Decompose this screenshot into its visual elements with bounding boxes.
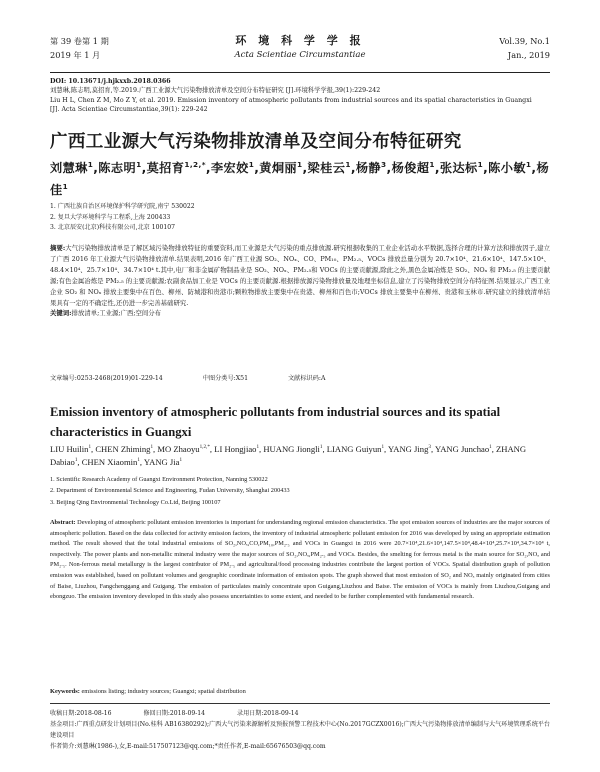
keywords-cn-text: 排放清单;工业源;广西;空间分布 (71, 309, 162, 318)
cn-author (259, 161, 302, 175)
volume-issue-cn: 第 39 卷第 1 期 (50, 36, 109, 46)
cn-author (488, 161, 531, 175)
accepted-date: 录用日期:2018-09-14 (237, 710, 299, 717)
footer-notes (50, 708, 550, 752)
en-author-affiliation-mark: 1 (256, 444, 260, 451)
cn-author (211, 161, 254, 175)
citation-cn: 刘慧琳,陈志明,莫招育,等.2019.广西工业源大气污染物排放清单及空间分布特征研究 [J].环境科学学报,39(1):229-242 (50, 87, 381, 95)
publication-info-cn (50, 373, 550, 382)
cn-author-name: 陈小敏 (488, 161, 526, 175)
en-author-name: LIU Huilin (50, 444, 89, 454)
abstract-cn-label: 摘要: (50, 244, 66, 252)
cn-author-name: 刘慧琳 (50, 161, 88, 175)
citation-en-line2: [J]. Acta Scientiae Circumstantiae,39(1): 229-242 (50, 106, 208, 114)
doi[interactable]: DOI: 10.13671/j.hjkxxb.2018.0366 (50, 78, 171, 85)
en-author (388, 444, 431, 454)
keywords-cn-label: 关键词: (50, 309, 72, 318)
cn-author-affiliation-mark: 1 (297, 159, 303, 169)
citation-block (50, 77, 550, 115)
cn-author-affiliation-mark: 3 (381, 159, 387, 169)
title-cn: 广西工业源大气污染物排放清单及空间分布特征研究 (50, 132, 462, 152)
abstract-en (50, 518, 550, 603)
abstract-cn (50, 243, 550, 319)
fund-note: 基金项目:广西重点研发计划项目(No.桂科 AB16380292);广西大气污染来源解析及预报预警工程技术中心(No.2017GCZX0016);广西大气污染物排放清单编制与大气环境管理系统平台建设项目 (50, 721, 550, 739)
authors-cn: 刘慧琳$^1$,陈志明$^1$,莫招育$^{1,2,*}$,李宏姣$^1$,黄炯丽$^1$,梁桂云$^1$,杨静$^3$,杨俊超$^1$,张达标$^1$,陈小敏$^1$,杨佳$^1$ (50, 159, 550, 197)
en-author-affiliation-mark: 1,2,* (199, 444, 210, 451)
article-number: 文章编号:0253-2468(2019)01-229-14 (50, 375, 163, 382)
affiliation-cn-3: 3. 北京辰安(北京)科技有限公司,北京 100107 (50, 224, 175, 231)
cn-author-name: 杨俊超 (391, 161, 430, 175)
en-author-name: YANG Jia (143, 457, 180, 468)
cn-author-affiliation-mark: 1 (477, 159, 484, 169)
en-author-name: CHEN Zhiming (95, 444, 151, 454)
affiliations-cn (50, 202, 550, 234)
citation-en-line1: Liu H L, Chen Z M, Mo Z Y, et al. 2019. Emission inventory of atmospheric pollutants from industrial sources and its spatial characteristics in Guangxi (50, 96, 532, 104)
title-en: Emission inventory of atmospheric pollutants from industrial sources and its spatial characteristics in Guangxi (50, 405, 501, 439)
footer-dates (50, 708, 550, 719)
en-author-affiliation-mark: 1 (489, 444, 492, 451)
clc-number: 中图分类号:X51 (202, 375, 249, 382)
document-code: 文献标识码:A (287, 375, 326, 382)
cn-author (98, 161, 141, 175)
cn-author-name: 黄炯丽 (259, 161, 298, 175)
en-author (95, 444, 153, 454)
abstract-en-label: Abstract: (50, 519, 76, 526)
en-author-affiliation-mark: 1 (179, 457, 183, 464)
received-date: 收稿日期:2018-08-16 (50, 710, 112, 717)
abstract-en-text: Developing of atmospheric pollutant emission inventories is important for understanding regional emission characteristics. The spot emission sources of industries are the major sources of atmospheric pollution. Based on the data collected for activity emission factors, the inventory of industrial atmospheric pollutant emission for 2016 was developed by using an appropriate estimation method. The result showed that the total industrial emissions of SO₂,NOₓ,CO,PM₁₀,PM₂.₅ and VOCs in Guangxi in 2016 were 20.7×10⁴,21.6×10⁴,147.5×10⁴,48.4×10⁴,25.7×10⁴,34.7×10⁴ t, respectively. The power plants and non-metallic mineral industry were the major sources of SO₂,NOₓ,PM₂.₅ and VOCs. Besides, the smelting for ferrous metal is the main source for SO₂,NOₓ and PM₂.₅. Non-ferrous metal metallurgy is the largest contributor of PM₂.₅ and agricultural/food processing industries contribute the largest portion of VOCs. Spatial distribution graph of pollution emission was established, based on pollutant volumes and geographic coordinate information of emission spots. The graph showed that most emission of SO₂ and NOₓ mainly originated from cities of Baise, Liuzhou, Fangchenggang and Guigang. The emission of particulates mainly concentrate upon Guigang,Liuzhou and Baise. The emission of VOCs is mainly from Liuzhou,Guigang and ebongzuo. The emission inventory developed in this study also possess uncertainties to some extent, and needed to be further complemented with fundamental research. (50, 519, 550, 601)
en-author-affiliation-mark: 1 (88, 444, 92, 451)
en-author-affiliation-mark: 1 (319, 444, 323, 451)
cn-author-affiliation-mark: 1 (248, 159, 255, 169)
en-author (50, 444, 91, 454)
en-author (144, 457, 182, 467)
en-author (157, 444, 210, 454)
en-author (214, 444, 259, 454)
affiliation-en-3: 3. Beijing Qing Environmental Technology Co.Ltd, Beijing 100107 (50, 498, 221, 506)
author-bio: 作者简介:刘慧琳(1986-),女,E-mail:517507123@qq.com;*责任作者,E-mail:65676503@qq.com (50, 743, 326, 750)
en-author (82, 457, 140, 467)
cn-author-affiliation-mark: 1,2,* (184, 159, 206, 169)
header-right (499, 34, 550, 62)
en-author-affiliation-mark: 1 (150, 444, 154, 451)
cn-author-affiliation-mark: 1 (525, 159, 532, 169)
journal-name-en: Acta Scientiae Circumstantiae (234, 50, 366, 60)
en-author-name: YANG Jing (388, 444, 429, 454)
cn-author-affiliation-mark: 1 (136, 159, 142, 169)
en-author-name: ZHANG Dabiao (50, 444, 527, 468)
cn-author-affiliation-mark: 1 (345, 159, 351, 169)
en-author-name: LIANG Guiyun (326, 444, 382, 454)
authors-en: LIU Huilin$^1$, CHEN Zhiming$^1$, MO Zhaoyu$^{1,2,*}$, LI Hongjiao$^1$, HUANG Jiongli$^1$, LIANG Guiyun$^1$, YANG Jing$^3$, YANG Junchao$^1$, ZHANG Dabiao$^1$, CHEN Xiaomin$^1$, YANG Jia$^1$ (50, 444, 527, 468)
abstract-cn-text: 大气污染物排放清单是了解区域污染物排放特征的重要资料,而工业源是大气污染的重点排放源.研究根据收集的工业企业活动水平数据,选择合理的计算方法和排放因子,建立了广西 2016 年工业源大气污染物排放清单.结果表明,2016 年广西工业源 SO₂、NOₓ、CO、PM₁₀、PM₂.₅、VOCs 排放总量分别为 20.7×10⁴、21.6×10⁴、147.5×10⁴、48.4×10⁴、25.7×10⁴、34.7×10⁴ t.其中,电厂和非金属矿物制品业是 SO₂、NOₓ、PM₂.₅和 VOCs 的主要贡献源,除此之外,黑色金属冶炼是 SO₂、NOₓ 和 PM₂.₅ 的主要贡献源;有色金属冶炼是 PM₂.₅ 的主要贡献源;农副食品加工业是 VOCs 的主要贡献源.根据排放源污染物排放量及地理坐标信息,建立了污染物排放空间分布特征图.结果显示,广西工业企业 SO₂ 和 NOₓ 排放主要集中在百色、柳州、防城港和贵港市;颗粒物排放主要集中在贵港、柳州和百色市;VOCs 排放主要集中在柳州、贵港和玉林市.研究建立的排放清单结果具有一定的不确定性,还仍进一步完善基础研究. (50, 244, 551, 307)
date-cn: 2019 年 1 月 (50, 50, 101, 60)
cn-author-affiliation-mark: 1 (62, 181, 69, 191)
cn-author-name: 杨静 (355, 161, 382, 175)
affiliation-en-2: 2. Department of Environmental Science and Engineering, Fudan University, Shanghai 200433 (50, 487, 290, 495)
running-header (50, 34, 550, 73)
header-center (50, 34, 550, 62)
en-author-name: LI Hongjiao (214, 444, 257, 454)
cn-author (308, 161, 351, 175)
en-author-affiliation-mark: 3 (428, 444, 431, 451)
revised-date: 修回日期:2018-09-14 (143, 710, 206, 717)
affiliations-en (50, 474, 550, 508)
en-author-name: HUANG Jiongli (263, 444, 320, 454)
en-author (327, 444, 384, 454)
cn-author-name: 莫招育 (146, 161, 185, 175)
cn-author (440, 161, 483, 175)
en-author-affiliation-mark: 1 (381, 444, 385, 451)
en-author-name: MO Zhaoyu (157, 444, 200, 454)
cn-author-name: 梁桂云 (307, 161, 346, 175)
volume-issue-en: Vol.39, No.1 (499, 36, 550, 46)
en-author (263, 444, 322, 454)
cn-author-name: 杨佳 (50, 161, 550, 197)
cn-author (356, 161, 387, 175)
en-author-affiliation-mark: 1 (137, 457, 140, 464)
cn-author-name: 李宏姣 (210, 161, 249, 175)
cn-author-name: 陈志明 (98, 161, 137, 175)
cn-author (50, 161, 93, 175)
affiliation-cn-2: 2. 复旦大学环境科学与工程系,上海 200433 (50, 213, 171, 221)
cn-author-name: 张达标 (439, 161, 478, 175)
affiliation-cn-1: 1. 广西壮族自治区环境保护科学研究院,南宁 530022 (50, 203, 195, 210)
date-en: Jan., 2019 (507, 50, 550, 60)
cn-author-affiliation-mark: 1 (429, 159, 435, 169)
en-author-affiliation-mark: 1 (74, 457, 78, 464)
keywords-en (50, 688, 550, 695)
journal-name-cn: 环 境 科 学 学 报 (235, 34, 365, 47)
cn-author (392, 161, 435, 175)
keywords-en-label: Keywords: (50, 688, 80, 695)
affiliation-en-1: 1. Scientific Research Academy of Guangxi Environment Protection, Nanning 530022 (50, 476, 268, 483)
cn-author-affiliation-mark: 1 (87, 159, 94, 169)
keywords-en-text: emissions listing; industry sources; Guangxi; spatial distribution (81, 688, 246, 695)
keywords-cn (50, 308, 550, 319)
footer-divider (50, 703, 550, 704)
en-author (435, 444, 492, 454)
en-author-name: CHEN Xiaomin (81, 457, 138, 468)
cn-author (147, 161, 206, 175)
en-author-name: YANG Junchao (434, 444, 490, 454)
